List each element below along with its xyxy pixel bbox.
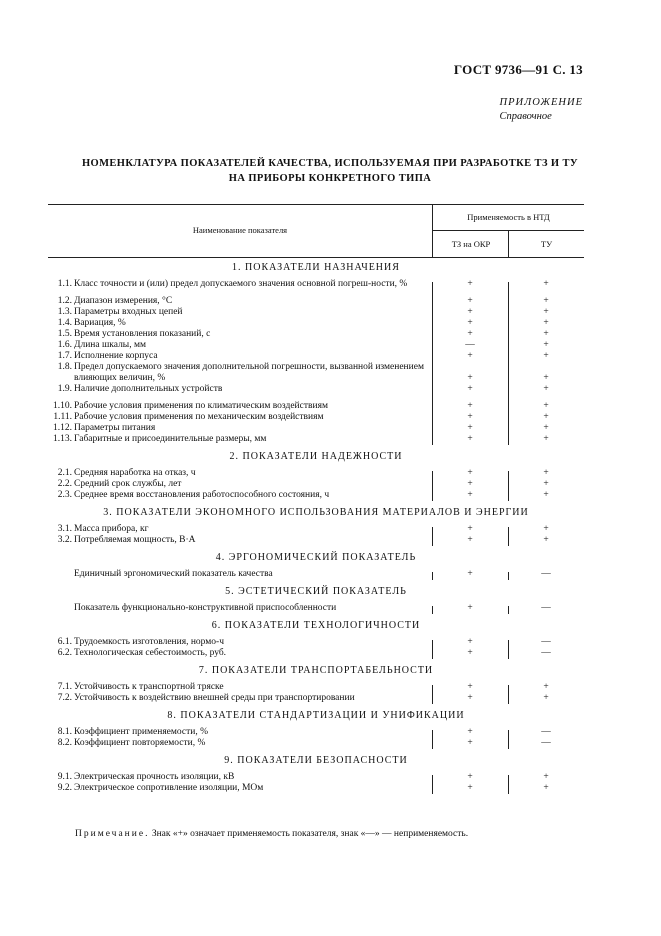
title-line-1: НОМЕНКЛАТУРА ПОКАЗАТЕЛЕЙ КАЧЕСТВА, ИСПОЛЬЗУЕМАЯ ПРИ РАЗРАБОТКЕ ТЗ И ТУ (81, 158, 579, 169)
section-body (48, 634, 584, 661)
table-row (48, 279, 584, 290)
table-row (48, 535, 584, 546)
row-tz-applicability: + (467, 296, 473, 306)
table-row (48, 434, 584, 445)
row-tu-applicability: + (543, 340, 549, 350)
table-row (48, 401, 584, 412)
row-tu-applicability: + (543, 307, 549, 317)
row-indicator-name: Трудоемкость изготовления, нормо-ч (74, 637, 224, 647)
row-indicator-name: Рабочие условия применения по механическим воздействиям (74, 412, 324, 422)
section-title: 3. ПОКАЗАТЕЛИ ЭКОНОМНОГО ИСПОЛЬЗОВАНИЯ МАТЕРИАЛОВ И ЭНЕРГИИ (103, 507, 529, 518)
row-tu-applicability: + (543, 279, 549, 289)
row-tu-applicability: — (541, 637, 551, 647)
row-indicator-name: Показатель функционально-конструктивной приспособленности (74, 603, 337, 613)
note-text: Знак «+» означает применяемость показателя, знак «—» — неприменяемость. (151, 829, 469, 839)
row-tz-applicability: + (467, 783, 473, 793)
column-header-tz: ТЗ на ОКР (432, 231, 509, 257)
section-title: 1. ПОКАЗАТЕЛИ НАЗНАЧЕНИЯ (232, 262, 400, 273)
row-tu-applicability: + (543, 468, 549, 478)
row-tz-applicability: + (467, 738, 473, 748)
table-row (48, 468, 584, 479)
row-tu-applicability: + (543, 412, 549, 422)
section-title: 9. ПОКАЗАТЕЛИ БЕЗОПАСНОСТИ (224, 755, 408, 766)
row-tz-applicability: + (467, 727, 473, 737)
row-tz-applicability: + (467, 637, 473, 647)
note-label: Примечание. (75, 829, 150, 839)
row-indicator-name: Вариация, % (74, 318, 126, 328)
row-tu-applicability: + (543, 351, 549, 361)
section-title: 8. ПОКАЗАТЕЛИ СТАНДАРТИЗАЦИИ И УНИФИКАЦИИ (167, 710, 465, 721)
row-number: 1.13. (53, 434, 72, 444)
row-indicator-name: Электрическая прочность изоляции, кВ (74, 772, 235, 782)
table-row (48, 329, 584, 340)
row-indicator-name: Устойчивость к транспортной тряске (74, 682, 224, 692)
section-body (48, 600, 584, 616)
row-indicator-name: Диапазон измерения, °С (74, 296, 173, 306)
row-indicator-name: Параметры входных цепей (74, 307, 183, 317)
row-indicator-name: Время установления показаний, с (74, 329, 211, 339)
row-tu-applicability: + (543, 423, 549, 433)
section-title: 4. ЭРГОНОМИЧЕСКИЙ ПОКАЗАТЕЛЬ (215, 552, 417, 563)
row-tz-applicability: + (467, 682, 473, 692)
row-tz-applicability: + (467, 772, 473, 782)
row-tu-applicability: + (543, 682, 549, 692)
row-tu-applicability: — (541, 727, 551, 737)
section-body (48, 276, 584, 447)
row-tu-applicability: + (543, 401, 549, 411)
row-number: 1.1. (57, 279, 72, 289)
table-header (48, 204, 584, 258)
row-tu-applicability: — (541, 738, 551, 748)
table-row (48, 569, 584, 580)
row-indicator-name: Рабочие условия применения по климатическим воздействиям (74, 401, 328, 411)
table-row (48, 412, 584, 423)
row-number: 6.2. (57, 648, 72, 658)
row-number: 7.1. (57, 682, 72, 692)
section-body (48, 769, 584, 796)
column-header-name: Наименование показателя (192, 225, 288, 235)
row-number: 1.6. (57, 340, 72, 350)
row-indicator-name: Наличие дополнительных устройств (74, 384, 223, 394)
appendix-subtitle: Справочное (499, 111, 552, 122)
row-indicator-name: Параметры питания (74, 423, 156, 433)
row-indicator-name: Класс точности и (или) предел допускаемого значения основной погреш-ности, % (74, 279, 408, 289)
row-indicator-name: Масса прибора, кг (74, 524, 149, 534)
row-indicator-name: Среднее время восстановления работоспособного состояния, ч (74, 490, 330, 500)
row-tu-applicability: — (541, 569, 551, 579)
row-tu-applicability: + (543, 783, 549, 793)
table-row (48, 384, 584, 395)
table-row (48, 738, 584, 749)
row-number: 6.1. (57, 637, 72, 647)
row-number: 1.12. (53, 423, 72, 433)
row-tz-applicability: + (467, 351, 473, 361)
row-tz-applicability: + (467, 318, 473, 328)
table-row (48, 637, 584, 648)
row-tz-applicability: + (467, 524, 473, 534)
row-indicator-name: Коэффициент применяемости, % (74, 727, 209, 737)
section-body (48, 679, 584, 706)
row-indicator-name: Исполнение корпуса (74, 351, 158, 361)
section-title: 5. ЭСТЕТИЧЕСКИЙ ПОКАЗАТЕЛЬ (225, 586, 407, 597)
row-number: 1.2. (57, 296, 72, 306)
row-indicator-name: Технологическая себестоимость, руб. (74, 648, 227, 658)
table-row (48, 362, 584, 384)
row-number: 2.3. (57, 490, 72, 500)
row-tz-applicability: + (467, 693, 473, 703)
row-number: 8.2. (57, 738, 72, 748)
document-reference: ГОСТ 9736—91 С. 13 (453, 62, 583, 77)
table-row (48, 340, 584, 351)
row-indicator-name: Габаритные и присоединительные размеры, мм (74, 434, 267, 444)
row-tz-applicability: + (467, 569, 473, 579)
row-indicator-name: Электрическое сопротивление изоляции, МОм (74, 783, 264, 793)
row-indicator-name: Коэффициент повторяемости, % (74, 738, 206, 748)
row-tu-applicability: — (541, 648, 551, 658)
row-tz-applicability: — (465, 340, 475, 350)
table-row (48, 351, 584, 362)
section-body (48, 465, 584, 503)
row-tu-applicability: — (541, 603, 551, 613)
row-tz-applicability: + (467, 384, 473, 394)
row-indicator-name: Длина шкалы, мм (74, 340, 146, 350)
row-tz-applicability: + (467, 648, 473, 658)
row-tu-applicability: + (543, 490, 549, 500)
row-number: 1.11. (53, 412, 72, 422)
row-tz-applicability: + (467, 279, 473, 289)
row-tu-applicability: + (543, 479, 549, 489)
table-row (48, 772, 584, 783)
row-number: 1.5. (57, 329, 72, 339)
row-number: 3.2. (57, 535, 72, 545)
row-tz-applicability: + (467, 535, 473, 545)
table-row (48, 490, 584, 501)
row-tz-applicability: + (467, 373, 473, 383)
section-body (48, 566, 584, 582)
appendix-label (500, 96, 584, 124)
row-number: 1.3. (57, 307, 72, 317)
row-tu-applicability: + (543, 772, 549, 782)
row-tz-applicability: + (467, 412, 473, 422)
row-tz-applicability: + (467, 329, 473, 339)
row-tu-applicability: + (543, 329, 549, 339)
row-tu-applicability: + (543, 535, 549, 545)
row-indicator-name: Средняя наработка на отказ, ч (74, 468, 196, 478)
row-tz-applicability: + (467, 468, 473, 478)
row-tu-applicability: + (543, 373, 549, 383)
row-number: 7.2. (57, 693, 72, 703)
table-row (48, 307, 584, 318)
table-row (48, 603, 584, 614)
table-row (48, 524, 584, 535)
table-row (48, 682, 584, 693)
row-number: 1.4. (57, 318, 72, 328)
column-header-applicability: Применяемость в НТД (432, 205, 584, 231)
row-tz-applicability: + (467, 401, 473, 411)
table-row (48, 318, 584, 329)
row-indicator-name: Средний срок службы, лет (74, 479, 182, 489)
row-number: 1.10. (53, 401, 72, 411)
section-title: 2. ПОКАЗАТЕЛИ НАДЕЖНОСТИ (229, 451, 403, 462)
section-body (48, 521, 584, 548)
row-tz-applicability: + (467, 423, 473, 433)
quality-indicators-table (48, 204, 584, 796)
page-title (40, 156, 620, 186)
row-tz-applicability: + (467, 307, 473, 317)
table-row (48, 783, 584, 794)
table-row (48, 648, 584, 659)
row-number: 2.2. (57, 479, 72, 489)
table-row (48, 693, 584, 704)
table-row (48, 479, 584, 490)
row-number: 9.1. (57, 772, 72, 782)
row-number: 9.2. (57, 783, 72, 793)
row-number: 2.1. (57, 468, 72, 478)
table-row (48, 727, 584, 738)
row-indicator-name: Устойчивость к воздействию внешней среды при транспортировании (74, 693, 355, 703)
row-tu-applicability: + (543, 434, 549, 444)
table-row (48, 296, 584, 307)
title-line-2: НА ПРИБОРЫ КОНКРЕТНОГО ТИПА (228, 173, 432, 184)
table-body (48, 260, 584, 796)
appendix-title: ПРИЛОЖЕНИЕ (499, 97, 583, 108)
row-number: 8.1. (57, 727, 72, 737)
section-title: 6. ПОКАЗАТЕЛИ ТЕХНОЛОГИЧНОСТИ (211, 620, 421, 631)
column-header-tu: ТУ (508, 231, 584, 257)
row-number: 3.1. (57, 524, 72, 534)
table-note (75, 829, 468, 839)
section-body (48, 724, 584, 751)
row-tu-applicability: + (543, 693, 549, 703)
row-tu-applicability: + (543, 318, 549, 328)
row-tz-applicability: + (467, 479, 473, 489)
row-indicator-name: Единичный эргономический показатель качества (74, 569, 273, 579)
row-tu-applicability: + (543, 524, 549, 534)
section-title: 7. ПОКАЗАТЕЛИ ТРАНСПОРТАБЕЛЬНОСТИ (198, 665, 434, 676)
row-tz-applicability: + (467, 490, 473, 500)
row-tz-applicability: + (467, 603, 473, 613)
row-number: 1.7. (57, 351, 72, 361)
row-tz-applicability: + (467, 434, 473, 444)
row-number: 1.9. (57, 384, 72, 394)
row-tu-applicability: + (543, 384, 549, 394)
table-row (48, 423, 584, 434)
row-indicator-name: Предел допускаемого значения дополнительной погрешности, вызванной изменением влияющих величин, % (74, 362, 424, 383)
row-number: 1.8. (57, 362, 72, 372)
row-indicator-name: Потребляемая мощность, В·А (74, 535, 196, 545)
row-tu-applicability: + (543, 296, 549, 306)
